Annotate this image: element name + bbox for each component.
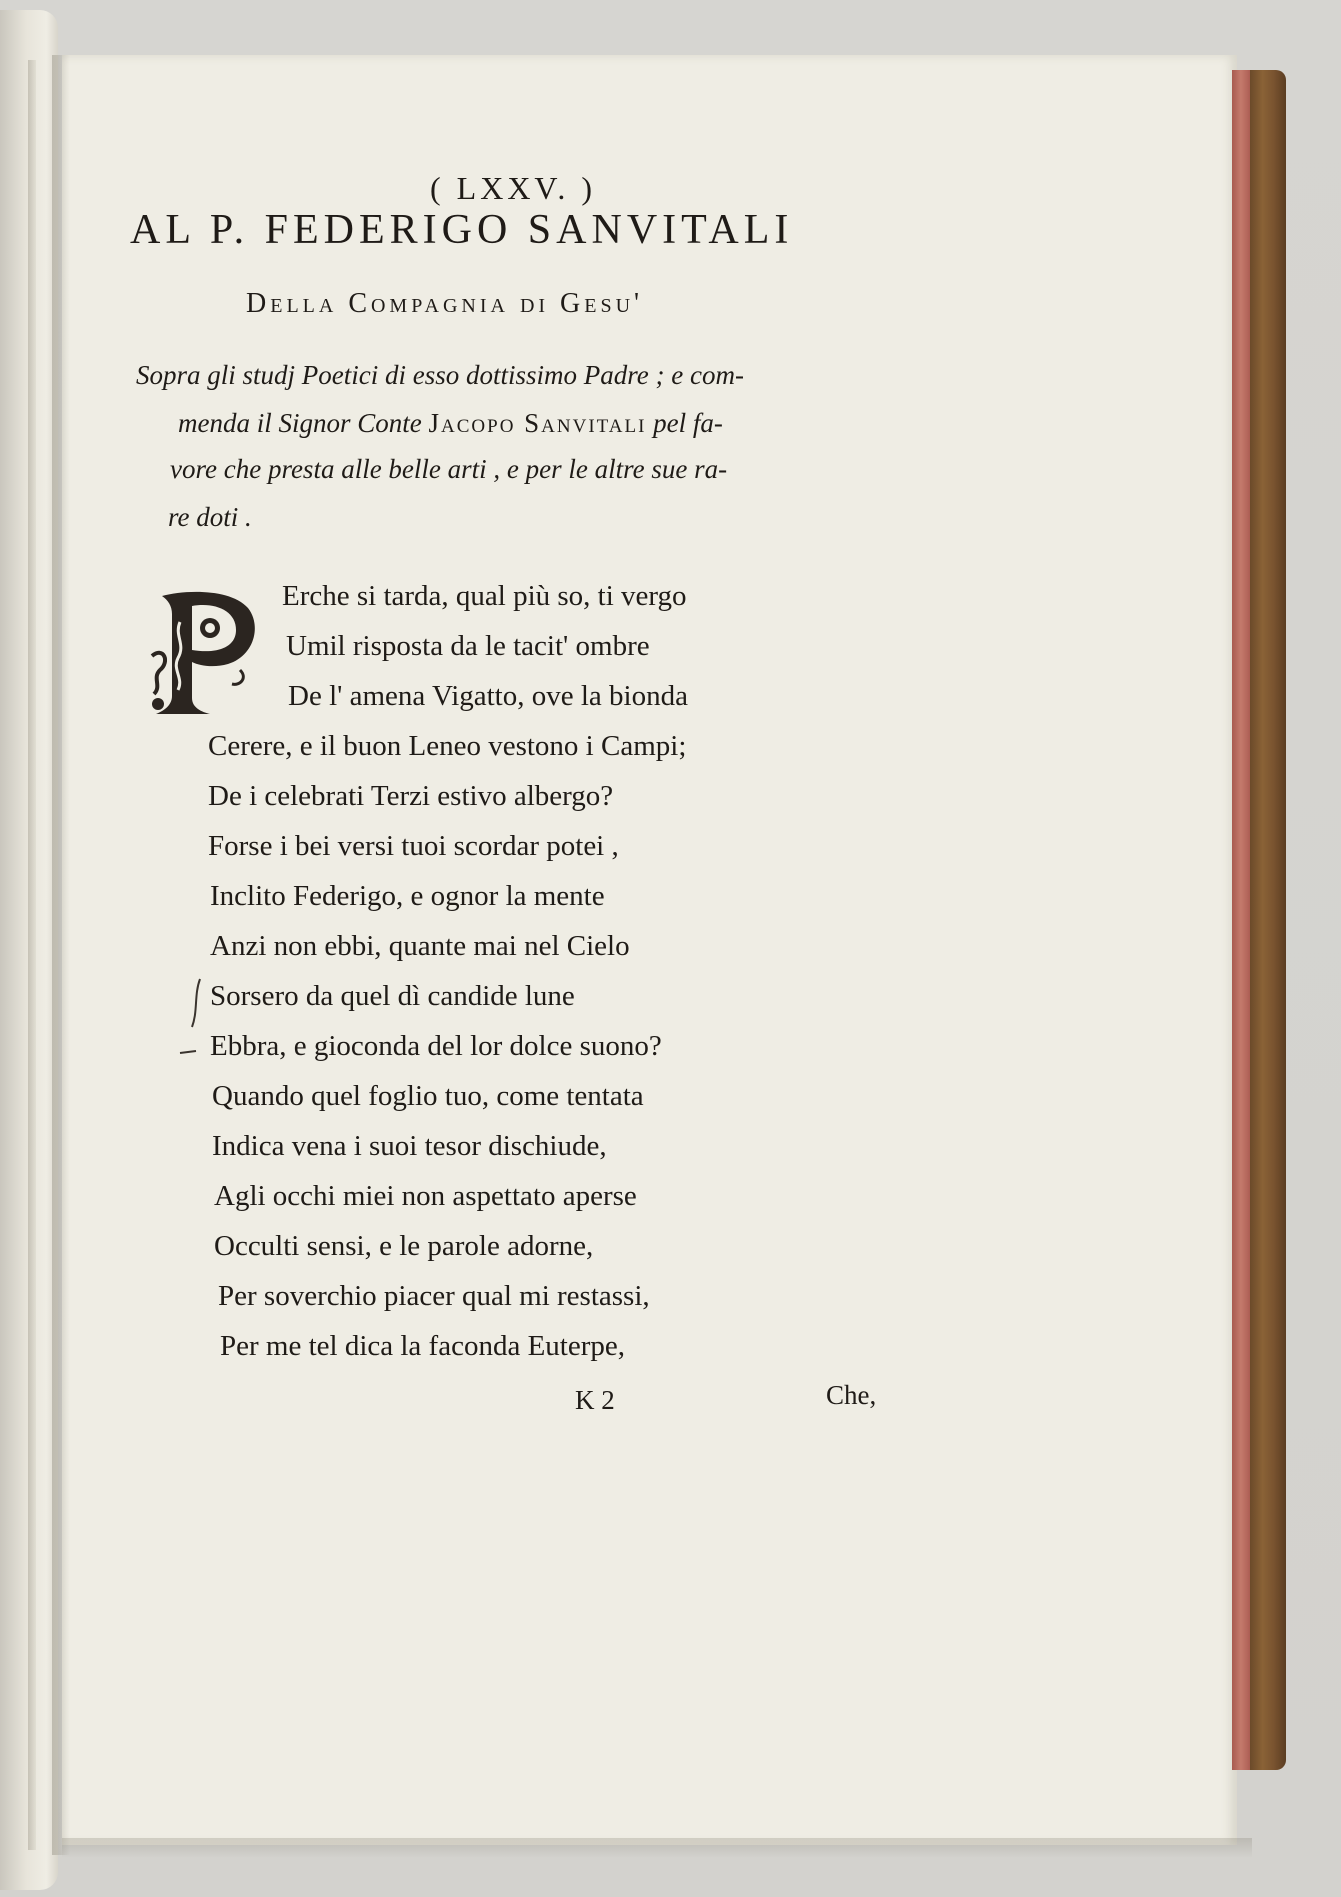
page-title: AL P. FEDERIGO SANVITALI <box>130 207 794 253</box>
description-line-1 <box>136 362 744 389</box>
verse-line: Sorsero da quel dì candide lune <box>210 980 575 1012</box>
left-page-stack <box>28 60 36 1850</box>
verse-line: Anzi non ebbi, quante mai nel Cielo <box>210 930 630 962</box>
description-text: Sopra gli studj Poetici di esso dottissimo Padre ; e com- <box>136 360 744 390</box>
verse-line: Quando quel foglio tuo, come tentata <box>212 1080 644 1112</box>
description-text: vore che presta alle belle arti , e per le altre sue ra- <box>170 454 728 484</box>
handwritten-margin-mark <box>178 975 238 1075</box>
verse-line: Indica vena i suoi tesor dischiude, <box>212 1130 607 1162</box>
description-line-4 <box>168 504 252 531</box>
description-text: re doti . <box>168 502 252 532</box>
verse-line: Inclito Federigo, e ognor la mente <box>210 880 605 912</box>
page-subtitle: Della Compagnia di Gesu' <box>246 288 644 319</box>
verse-line: Per me tel dica la faconda Euterpe, <box>220 1330 625 1362</box>
verse-line: Forse i bei versi tuoi scordar potei , <box>208 830 619 862</box>
description-smallcaps-name: Jacopo Sanvitali <box>428 408 647 438</box>
verse-line: Agli occhi miei non aspettato aperse <box>214 1180 637 1212</box>
verse-line: Erche si tarda, qual più so, ti vergo <box>282 580 687 612</box>
description-line-3 <box>170 456 727 483</box>
verse-line: Per soverchio piacer qual mi restassi, <box>218 1280 650 1312</box>
verse-line: Occulti sensi, e le parole adorne, <box>214 1230 594 1262</box>
verse-line: Umil risposta da le tacit' ombre <box>286 630 650 662</box>
spine-shadow <box>52 55 70 1855</box>
description-text: menda il Signor Conte <box>178 408 429 438</box>
verse-line: De i celebrati Terzi estivo albergo? <box>208 780 614 812</box>
page-signature: K 2 <box>575 1385 615 1415</box>
verse-line: Ebbra, e gioconda del lor dolce suono? <box>210 1030 662 1062</box>
verse-line: De l' amena Vigatto, ove la bionda <box>288 680 688 712</box>
poem-number: ( LXXV. ) <box>430 170 597 206</box>
ornamental-drop-cap-p <box>144 586 262 720</box>
description-line-2 <box>178 410 723 437</box>
verse-line: Cerere, e il buon Leneo vestono i Campi; <box>208 730 687 762</box>
leather-cover <box>1250 70 1286 1770</box>
catchword: Che, <box>826 1380 877 1410</box>
bottom-shadow <box>62 1838 1252 1858</box>
description-text: pel fa- <box>646 408 723 438</box>
